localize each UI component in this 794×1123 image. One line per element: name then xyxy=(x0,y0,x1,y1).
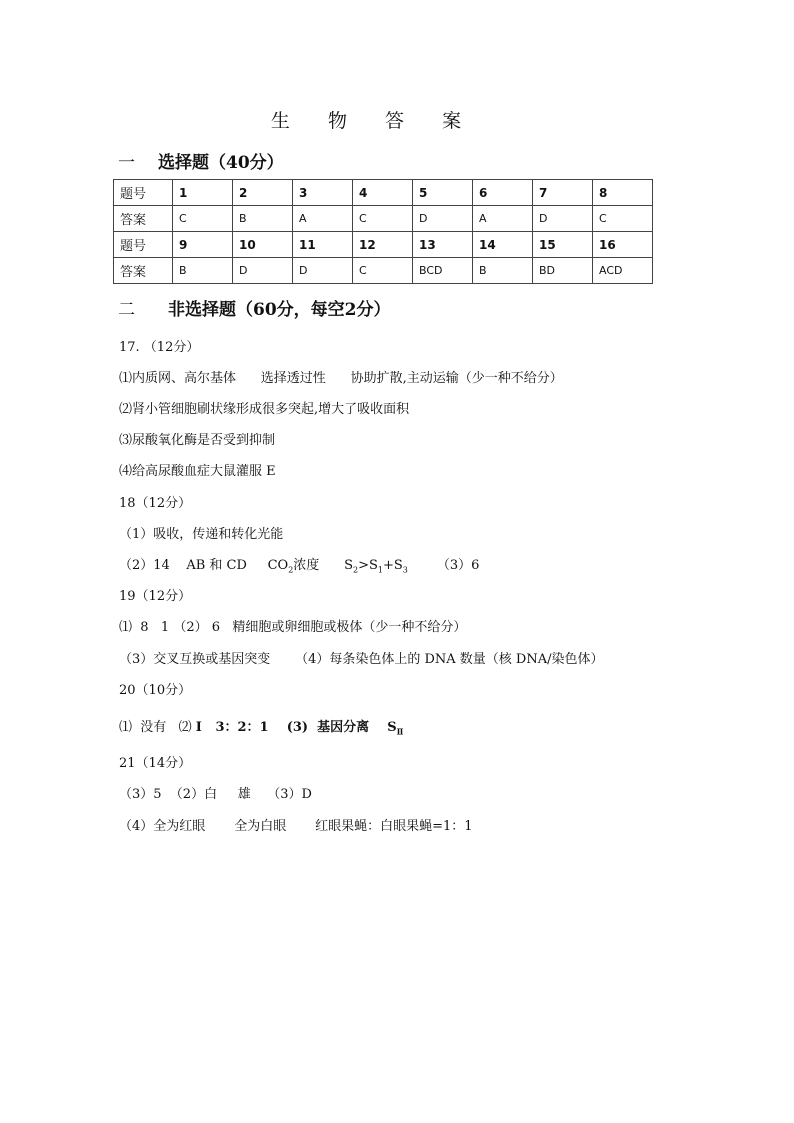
subscript: 2 xyxy=(288,565,294,575)
q18-text: 浓度 S xyxy=(293,558,353,573)
answer-cell: B xyxy=(233,206,293,232)
q20-text-bold: Ⅰ 3：2：1 (3) 基因分离 S xyxy=(195,720,397,735)
q18-text: >S xyxy=(358,558,378,573)
q21-heading: 21（14分） xyxy=(119,756,192,771)
q20-answer-1 xyxy=(119,716,403,737)
section-number: 二 xyxy=(118,300,135,320)
q17-answer-4: ⑷给高尿酸血症大鼠灌服 E xyxy=(119,464,276,479)
table-row-numbers xyxy=(114,180,653,206)
table-row-numbers xyxy=(114,232,653,258)
question-number-cell: 9 xyxy=(173,232,233,258)
title-char: 物 xyxy=(327,110,347,132)
question-number-cell: 2 xyxy=(233,180,293,206)
answer-cell: C xyxy=(173,206,233,232)
answer-cell: D xyxy=(233,258,293,284)
answer-cell: B xyxy=(473,258,533,284)
answer-cell: D xyxy=(293,258,353,284)
question-number-cell: 1 xyxy=(173,180,233,206)
title-char: 案 xyxy=(442,110,462,132)
q21-answer-2: （4）全为红眼 全为白眼 红眼果蝇：白眼果蝇=1：1 xyxy=(119,819,473,834)
page-title xyxy=(0,106,732,133)
q18-answer-2 xyxy=(119,554,479,575)
table-row-header: 题号 xyxy=(114,180,173,206)
question-number-cell: 11 xyxy=(293,232,353,258)
answer-cell: B xyxy=(173,258,233,284)
answer-table xyxy=(113,179,653,284)
q19-heading: 19（12分） xyxy=(119,589,192,604)
answer-cell: BD xyxy=(533,258,593,284)
section-label: 选择题（40分） xyxy=(158,153,284,173)
question-number-cell: 8 xyxy=(593,180,653,206)
question-number-cell: 3 xyxy=(293,180,353,206)
question-number-cell: 6 xyxy=(473,180,533,206)
answer-cell: BCD xyxy=(413,258,473,284)
q18-text: （3）6 xyxy=(407,558,480,573)
answer-cell: D xyxy=(413,206,473,232)
subscript: 3 xyxy=(402,565,408,575)
answer-cell: A xyxy=(473,206,533,232)
q17-answer-1: ⑴内质网、高尔基体 选择透过性 协助扩散,主动运输（少一种不给分） xyxy=(119,371,563,386)
subscript: Ⅱ xyxy=(396,726,404,737)
table-row-header: 答案 xyxy=(114,258,173,284)
q18-text: （2）14 AB 和 CD CO xyxy=(119,558,289,573)
question-number-cell: 10 xyxy=(233,232,293,258)
question-number-cell: 4 xyxy=(353,180,413,206)
q21-answer-1: （3）5 （2）白 雄 （3）D xyxy=(119,787,312,802)
answer-cell: A xyxy=(293,206,353,232)
section-label: 非选择题（60分，每空2分） xyxy=(168,300,391,320)
table-row-answers xyxy=(114,258,653,284)
q18-heading: 18（12分） xyxy=(119,496,192,511)
section-number: 一 xyxy=(118,153,135,173)
answer-cell: C xyxy=(353,258,413,284)
question-number-cell: 15 xyxy=(533,232,593,258)
answer-cell: C xyxy=(353,206,413,232)
question-number-cell: 13 xyxy=(413,232,473,258)
q18-answer-1: （1）吸收，传递和转化光能 xyxy=(119,527,284,542)
q18-text: +S xyxy=(382,558,403,573)
question-number-cell: 12 xyxy=(353,232,413,258)
q17-heading: 17. （12分） xyxy=(119,340,200,355)
q20-heading: 20（10分） xyxy=(119,683,192,698)
question-number-cell: 14 xyxy=(473,232,533,258)
q19-answer-1: ⑴ 8 1 （2） 6 精细胞或卵细胞或极体（少一种不给分） xyxy=(119,620,467,635)
subscript: 2 xyxy=(352,565,359,575)
answer-cell: D xyxy=(533,206,593,232)
question-number-cell: 5 xyxy=(413,180,473,206)
question-number-cell: 16 xyxy=(593,232,653,258)
q17-answer-2: ⑵肾小管细胞刷状缘形成很多突起,增大了吸收面积 xyxy=(119,402,410,417)
question-number-cell: 7 xyxy=(533,180,593,206)
table-row-answers xyxy=(114,206,653,232)
q20-text: ⑴ 没有 ⑵ xyxy=(119,720,196,735)
subscript: 1 xyxy=(377,565,383,575)
answer-cell: C xyxy=(593,206,653,232)
q19-answer-2: （3）交叉互换或基因突变 （4）每条染色体上的 DNA 数量（核 DNA/染色体） xyxy=(119,652,604,667)
title-char: 生 xyxy=(270,110,290,132)
section-heading-choice xyxy=(118,148,284,173)
table-row-header: 题号 xyxy=(114,232,173,258)
answer-cell: ACD xyxy=(593,258,653,284)
title-char: 答 xyxy=(385,110,405,132)
table-row-header: 答案 xyxy=(114,206,173,232)
section-heading-non-choice xyxy=(118,295,391,320)
q17-answer-3: ⑶尿酸氧化酶是否受到抑制 xyxy=(119,433,276,448)
